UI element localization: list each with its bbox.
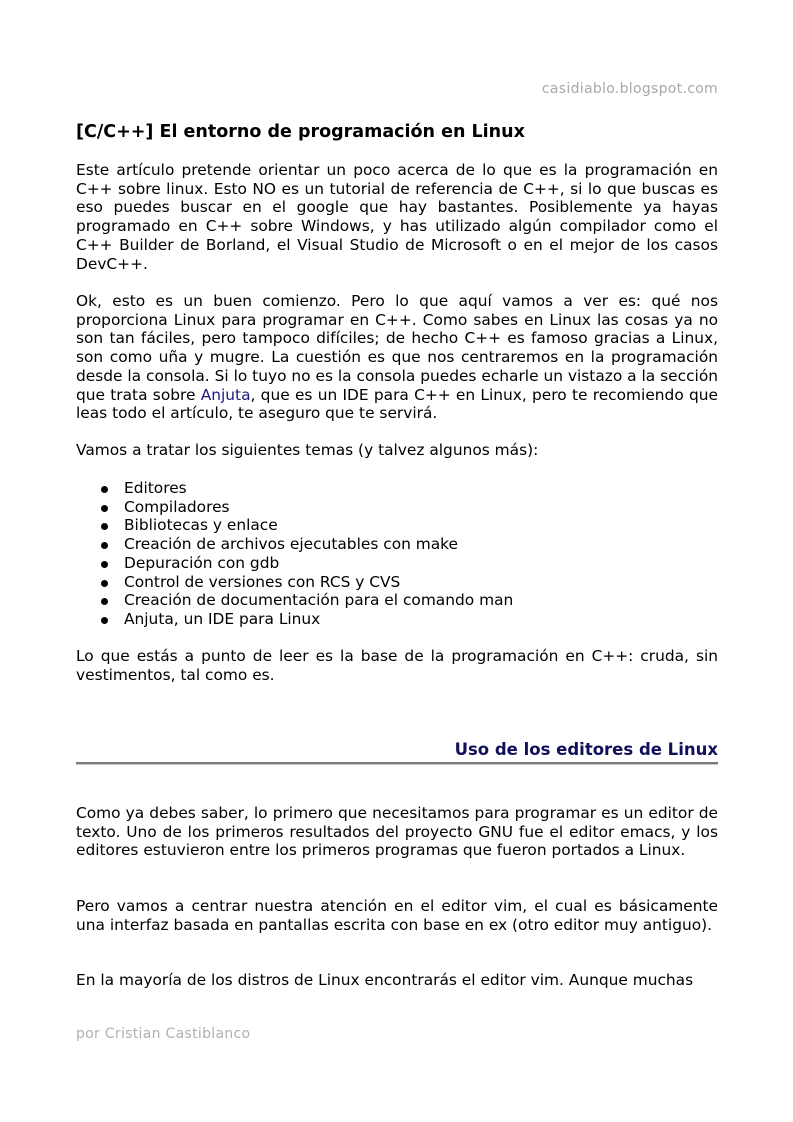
list-item bbox=[76, 479, 513, 498]
bullet-icon bbox=[101, 505, 108, 512]
topic-list bbox=[76, 479, 513, 629]
bullet-icon bbox=[101, 486, 108, 493]
bullet-icon bbox=[101, 580, 108, 587]
overview-paragraph bbox=[76, 292, 718, 423]
bullet-icon bbox=[101, 523, 108, 530]
anjuta-link[interactable]: Anjuta bbox=[200, 385, 251, 404]
bullet-icon bbox=[101, 617, 108, 624]
section-divider bbox=[76, 762, 718, 765]
list-item-label: Anjuta, un IDE para Linux bbox=[124, 609, 321, 628]
document-page bbox=[76, 0, 718, 1122]
editors-paragraph-3: En la mayoría de los distros de Linux encontrarás el editor vim. Aunque muchas bbox=[76, 971, 694, 989]
list-item bbox=[76, 573, 513, 592]
section-heading: Uso de los editores de Linux bbox=[454, 740, 718, 759]
list-item bbox=[76, 516, 513, 535]
list-item-label: Depuración con gdb bbox=[124, 553, 280, 572]
list-item bbox=[76, 610, 513, 629]
bullet-icon bbox=[101, 542, 108, 549]
list-item bbox=[76, 554, 513, 573]
article-title: [C/C++] El entorno de programación en Linux bbox=[76, 122, 525, 142]
list-item bbox=[76, 498, 513, 517]
intro-paragraph: Este artículo pretende orientar un poco acerca de lo que es la programación en C++ sobre linux. Esto NO es un tutorial de referencia de C++, si lo que buscas es eso puedes buscar en el google que hay bastantes. Posiblemente ya hayas programado en C++ sobre Windows, y has utilizado algún compilador como el C++ Builder de Borland, el Visual Studio de Microsoft o en el mejor de los casos DevC++. bbox=[76, 161, 718, 273]
footer-author: por Cristian Castiblanco bbox=[76, 1026, 251, 1042]
editors-paragraph-2: Pero vamos a centrar nuestra atención en el editor vim, el cual es básicamente una interfaz basada en pantallas escrita con base en ex (otro editor muy antiguo). bbox=[76, 897, 718, 934]
overview-text-before: Ok, esto es un buen comienzo. Pero lo que aquí vamos a ver es: qué nos proporciona Linux para programar en C++. Como sabes en Linux las cosas ya no son tan fáciles, pero tampoco difíciles; de hecho C++ es famoso gracias a Linux, son como uña y mugre. La cuestión es que nos centraremos en la programación desde la consola. Si lo tuyo no es la consola puedes echarle un vistazo a la sección que trata sobre bbox=[76, 292, 718, 404]
list-item bbox=[76, 591, 513, 610]
list-item-label: Creación de documentación para el comando man bbox=[124, 591, 514, 610]
list-item-label: Control de versiones con RCS y CVS bbox=[124, 572, 401, 591]
list-item-label: Compiladores bbox=[124, 497, 230, 516]
list-item bbox=[76, 535, 513, 554]
bullet-icon bbox=[101, 561, 108, 568]
topics-intro-paragraph: Vamos a tratar los siguientes temas (y talvez algunos más): bbox=[76, 441, 539, 459]
list-item-label: Creación de archivos ejecutables con make bbox=[124, 535, 459, 554]
editors-paragraph-1: Como ya debes saber, lo primero que necesitamos para programar es un editor de texto. Uno de los primeros resultados del proyecto GNU fue el editor emacs, y los editores estuvieron entre los primeros programas que fueron portados a Linux. bbox=[76, 804, 718, 860]
list-item-label: Bibliotecas y enlace bbox=[124, 516, 278, 535]
closing-paragraph: Lo que estás a punto de leer es la base de la programación en C++: cruda, sin vestimentos, tal como es. bbox=[76, 647, 718, 684]
list-item-label: Editores bbox=[124, 479, 187, 497]
bullet-icon bbox=[101, 598, 108, 605]
overview-text-after: , que es un IDE para C++ en Linux, pero te recomiendo que leas todo el artículo, te aseguro que te servirá. bbox=[76, 385, 719, 423]
header-url: casidiablo.blogspot.com bbox=[541, 81, 718, 97]
